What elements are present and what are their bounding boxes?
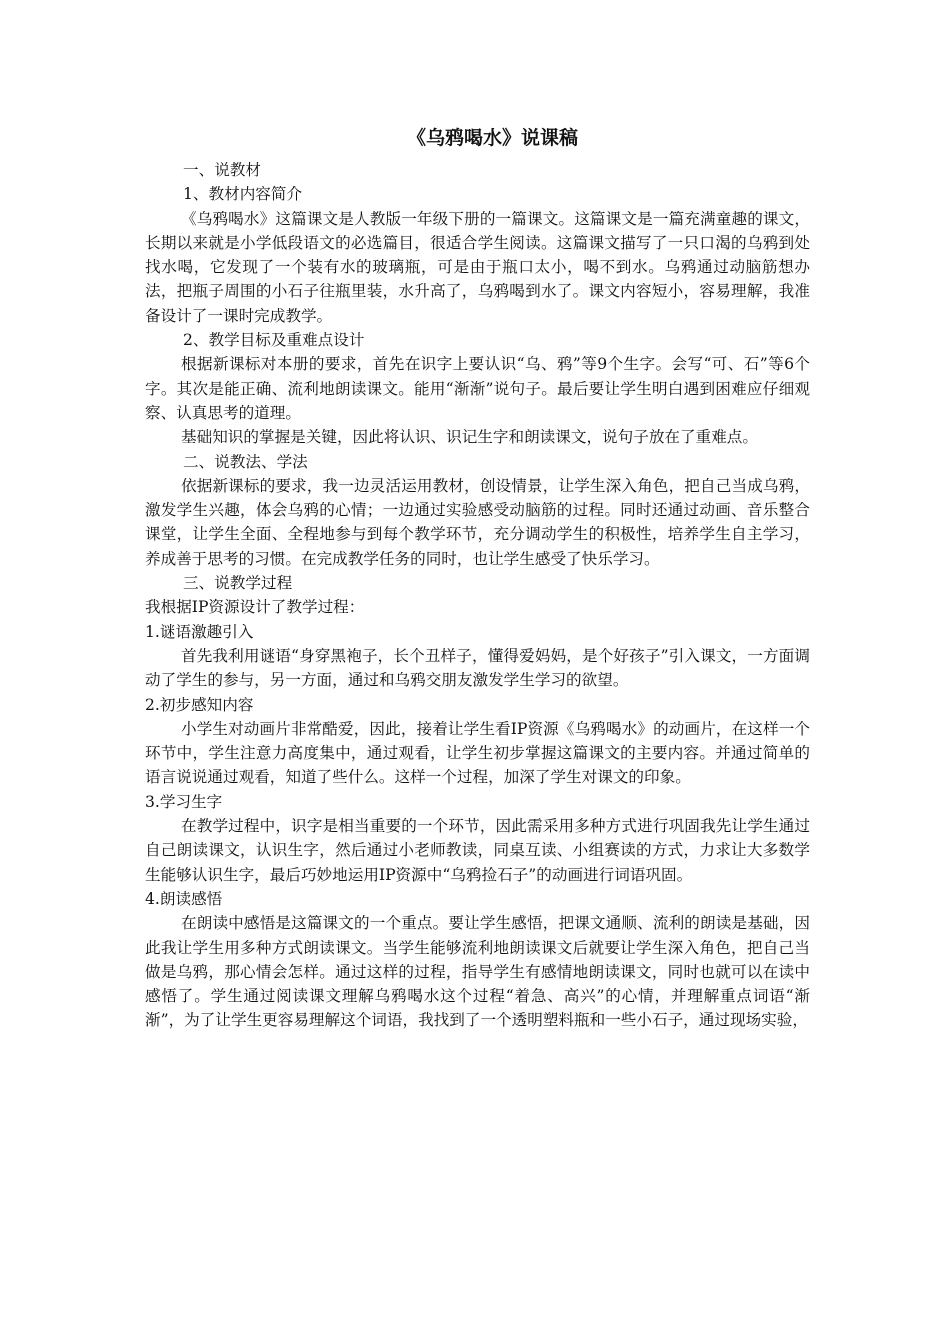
document-page [145, 118, 810, 1033]
paragraph-content-intro: 《乌鸦喝水》这篇课文是人教版一年级下册的一篇课文。这篇课文是一篇充满童趣的课文，长期以来就是小学低段语文的必选篇目，很适合学生阅读。这篇课文描写了一只口渴的乌鸦到处找水喝，它发现了一个装有水的玻璃瓶，可是由于瓶口太小，喝不到水。乌鸦通过动脑筋想办法，把瓶子周围的小石子往瓶里装，水升高了，乌鸦喝到水了。课文内容短小，容易理解，我准备设计了一课时完成教学。 [145, 209, 810, 325]
paragraph-methods: 依据新课标的要求，我一边灵活运用教材，创设情景，让学生深入角色，把自己当成乌鸦，激发学生兴趣，体会乌鸦的心情；一边通过实验感受动脑筋的过程。同时还通过动画、音乐整合课堂，让学生全面、全程地参与到每个教学环节，充分调动学生的积极性，培养学生自主学习，养成善于思考的习惯。在完成教学任务的同时，也让学生感受了快乐学习。 [145, 476, 810, 568]
section-heading-methods: 二、说教法、学法 [183, 452, 308, 471]
paragraph-perception: 小学生对动画片非常酷爱，因此，接着让学生看IP资源《乌鸦喝水》的动画片，在这样一个环节中，学生注意力高度集中，通过观看，让学生初步掌握这篇课文的主要内容。并通过简单的语言说说通过观看，知道了些什么。这样一个过程，加深了学生对课文的印象。 [145, 719, 810, 787]
step-heading-reading: 4.朗读感悟 [145, 889, 223, 908]
subheading-content-intro: 1、教材内容简介 [183, 185, 303, 204]
step-heading-characters: 3.学习生字 [145, 792, 223, 811]
section-heading-process: 三、说教学过程 [183, 574, 293, 593]
document-title: 《乌鸦喝水》说课稿 [406, 127, 578, 149]
section-heading-textbook: 一、说教材 [183, 161, 261, 179]
step-heading-perception: 2.初步感知内容 [145, 695, 254, 714]
paragraph-goals: 根据新课标对本册的要求，首先在识字上要认识“乌、鸦”等9个生字。会写“可、石”等6个字。其次是能正确、流利地朗读课文。能用“渐渐”说句子。最后要让学生明白遇到困难应仔细观察、认真思考的道理。 [145, 355, 810, 422]
subheading-goals: 2、教学目标及重难点设计 [183, 331, 365, 350]
paragraph-key-points: 基础知识的掌握是关键，因此将认识、识记生字和朗读课文，说句子放在了重难点。 [181, 428, 758, 447]
paragraph-reading: 在朗读中感悟是这篇课文的一个重点。要让学生感悟，把课文通顺、流利的朗读是基础，因此我让学生用多种方式朗读课文。当学生能够流利地朗读课文后就要让学生深入角色，把自己当做是乌鸦，那心情会怎样。通过这样的过程，指导学生有感情地朗读课文，同时也就可以在读中感悟了。学生通过阅读课文理解乌鸦喝水这个过程“着急、高兴”的心情，并理解重点词语“渐渐”，为了让学生更容易理解这个词语，我找到了一个透明塑料瓶和一些小石子，通过现场实验， [145, 914, 810, 1030]
paragraph-riddle: 首先我利用谜语“身穿黑袍子，长个丑样子，懂得爱妈妈，是个好孩子”引入课文，一方面调动了学生的参与，另一方面，通过和乌鸦交朋友激发学生学习的欲望。 [145, 646, 810, 690]
paragraph-characters: 在教学过程中，识字是相当重要的一个环节，因此需采用多种方式进行巩固我先让学生通过自己朗读课文，认识生字，然后通过小老师教读，同桌互读、小组赛读的方式，力求让大多数学生能够认识生字，最后巧妙地运用IP资源中“乌鸦捡石子”的动画进行词语巩固。 [145, 817, 810, 884]
process-intro: 我根据IP资源设计了教学过程： [145, 598, 365, 617]
step-heading-riddle: 1.谜语激趣引入 [145, 622, 254, 641]
